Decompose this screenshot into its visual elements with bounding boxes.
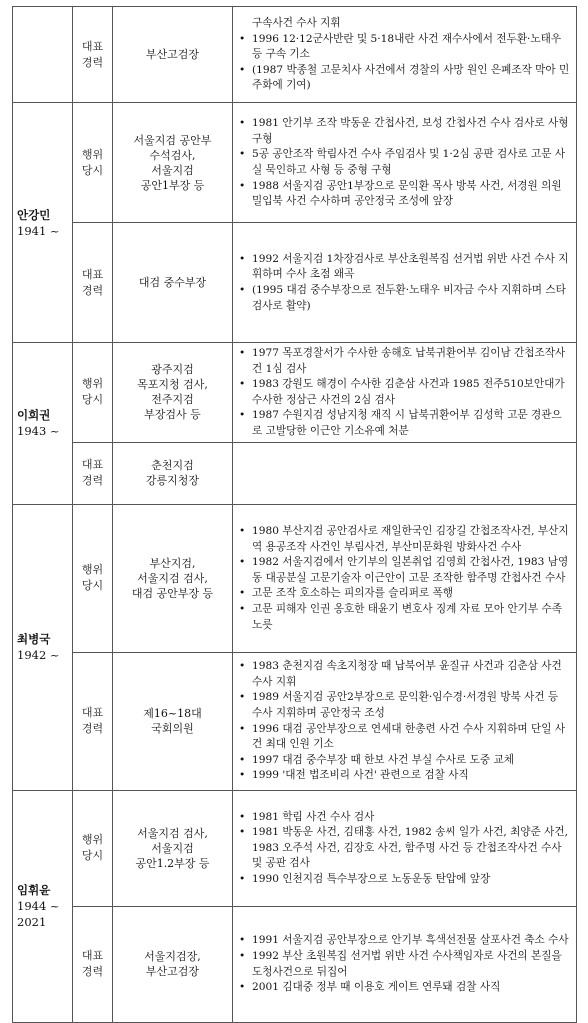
list-item: • 1980 부산지검 공안검사로 재일한국인 김장길 간첩조작사건, 부산지역 용공조작 사건인 부림사건, 부산미문화원 방화사건 수사 — [239, 524, 570, 555]
table-row — [13, 103, 577, 223]
position-cell: 부산고검장 — [113, 7, 233, 103]
table-row — [13, 343, 577, 443]
activities-cell — [233, 906, 577, 1022]
list-item: • 2001 김대중 정부 때 이용호 게이트 연루돼 검찰 사직 — [239, 980, 570, 996]
person-cell — [13, 790, 73, 1022]
activity-list — [233, 521, 576, 635]
person-cell — [13, 343, 73, 505]
position-cell: 부산지검, 서울지검 검사, 대검 공안부장 등 — [113, 504, 233, 652]
list-item: • (1995 대검 중수부장으로 전두환·노태우 비자금 수사 지휘하며 스타 검사로 활약) — [239, 283, 570, 314]
list-item: • 1981 학림 사건 수사 검사 — [239, 810, 570, 826]
list-item: • 1990 인천지검 특수부장으로 노동운동 탄압에 앞장 — [239, 872, 570, 888]
activity-list — [233, 807, 576, 890]
prosecutor-table — [12, 6, 577, 1023]
activities-cell — [233, 7, 577, 103]
activity-list — [233, 113, 576, 212]
position-cell: 대검 중수부장 — [113, 223, 233, 343]
list-item: • 고문 조작 호소하는 피의자를 슬리퍼로 폭행 — [239, 586, 570, 602]
list-item: • 1996 12·12군사반란 및 5·18내란 사건 재수사에서 전두환·노태우 등 구속 기소 — [239, 32, 570, 63]
person-name: 임휘윤 — [17, 883, 51, 898]
role-label: 대표 경력 — [73, 652, 113, 790]
list-item: • 1991 서울지검 공안부장으로 안기부 흑색선전물 살포사건 축소 수사 — [239, 933, 570, 949]
position-cell: 광주지검 목포지청 검사, 전주지검 부장검사 등 — [113, 343, 233, 443]
list-item: • 1989 서울지검 공안2부장으로 문익환·임수경·서경원 방북 사건 등 수사 지휘하며 공안정국 조성 — [239, 690, 570, 721]
activity-list — [233, 656, 576, 786]
position-cell: 서울지검 공안부 수석검사, 서울지검 공안1부장 등 — [113, 103, 233, 223]
table-row — [13, 652, 577, 790]
table-row — [13, 223, 577, 343]
list-item: • 1987 수원지검 성남지청 재직 시 납북귀환어부 김성학 고문 경관으로 고발당한 이근안 기소유예 처분 — [239, 408, 570, 439]
role-label: 대표 경력 — [73, 7, 113, 103]
list-item: • 1983 춘천지검 속초지청장 때 납북어부 윤질규 사건과 김춘삼 사건 수사 지휘 — [239, 659, 570, 690]
position-cell: 서울지검 검사, 서울지검 공안1.2부장 등 — [113, 790, 233, 906]
person-name: 최병국 — [17, 632, 51, 647]
activities-cell — [233, 790, 577, 906]
list-item: • 1999 '대전 법조비리 사건' 관련으로 검찰 사직 — [239, 768, 570, 784]
person-cell — [13, 504, 73, 790]
person-years: 1941 ~ — [17, 223, 60, 238]
person-name: 이희권 — [17, 408, 51, 423]
list-item: • 1981 안기부 조작 박동운 간첩사건, 보성 간첩사건 수사 검사로 사형 구형 — [239, 116, 570, 147]
position-cell: 서울지검장, 부산고검장 — [113, 906, 233, 1022]
person-years: 1942 ~ — [17, 648, 60, 663]
list-item: • 1983 강원도 해경이 수사한 김춘삼 사건과 1985 전주510보안대가 수사한 정삼근 사건의 2심 검사 — [239, 377, 570, 408]
activities-cell — [233, 103, 577, 223]
table-row — [13, 790, 577, 906]
table-row — [13, 442, 577, 504]
activities-cell — [233, 223, 577, 343]
activities-cell — [233, 442, 577, 504]
role-label: 행위 당시 — [73, 343, 113, 443]
role-label: 행위 당시 — [73, 103, 113, 223]
list-item: • 1988 서울지검 공안1부장으로 문익환 목사 방북 사건, 서경원 의원 밀입북 사건 수사하며 공안정국 조성에 앞장 — [239, 179, 570, 210]
activity-list — [233, 930, 576, 997]
position-cell: 춘천지검 강릉지청장 — [113, 442, 233, 504]
list-item: • 1981 박동운 사건, 김태홍 사건, 1982 송씨 일가 사건, 최양준 사건, 1983 오주석 사건, 김장호 사건, 함주명 사건 등 간첩조작사건 수사 및 공판 검사 — [239, 825, 570, 872]
list-item: • 1977 목포경찰서가 수사한 송해호 납북귀환어부 김이남 간첩조작사건 1심 검사 — [239, 346, 570, 377]
activity-list — [233, 13, 576, 96]
activity-list — [233, 249, 576, 316]
list-item: 구속사건 수사 지휘 — [252, 17, 341, 30]
person-cell — [13, 7, 73, 103]
list-item: • 1992 서울지검 1차장검사로 부산초원복집 선거법 위반 사건 수사 지휘하며 수사 초점 왜곡 — [239, 252, 570, 283]
table-row — [13, 906, 577, 1022]
person-years: 1943 ~ — [17, 424, 60, 439]
role-label: 대표 경력 — [73, 906, 113, 1022]
activities-cell — [233, 343, 577, 443]
list-item: • 1997 대검 중수부장 때 한보 사건 부실 수사로 도중 교체 — [239, 753, 570, 769]
role-label: 대표 경력 — [73, 442, 113, 504]
person-years: 1944 ~ 2021 — [17, 899, 60, 930]
list-item: • 고문 피해자 인권 옹호한 태윤기 변호사 징계 자료 모아 안기부 수족 노릇 — [239, 602, 570, 633]
list-item: • 5공 공안조작 학림사건 수사 주임검사 및 1·2심 공판 검사로 고문 사실 묵인하고 사형 등 중형 구형 — [239, 147, 570, 178]
list-item: • 1982 서울지검에서 안기부의 일본취업 김영희 간첩사건, 1983 남영동 대공분실 고문기술자 이근안이 고문 조작한 함주명 간첩사건 수사 — [239, 555, 570, 586]
person-name: 안강민 — [17, 207, 51, 222]
role-label: 행위 당시 — [73, 790, 113, 906]
list-item: • 1992 부산 초원복집 선거법 위반 사건 수사책임자로 사건의 본질을 도청사건으로 뒤집어 — [239, 949, 570, 980]
role-label: 행위 당시 — [73, 504, 113, 652]
table-row — [13, 504, 577, 652]
list-item: • (1987 박종철 고문치사 사건에서 경찰의 사망 원인 은폐조작 막아 민주화에 기여) — [239, 63, 570, 94]
position-cell: 제16~18대 국회의원 — [113, 652, 233, 790]
role-label: 대표 경력 — [73, 223, 113, 343]
list-item: • 1996 대검 공안부장으로 연세대 한총련 사건 수사 지휘하며 단일 사건 최대 인원 기소 — [239, 722, 570, 753]
activities-cell — [233, 652, 577, 790]
activities-cell — [233, 504, 577, 652]
activity-list — [233, 343, 576, 442]
person-cell — [13, 103, 73, 343]
table-row — [13, 7, 577, 103]
